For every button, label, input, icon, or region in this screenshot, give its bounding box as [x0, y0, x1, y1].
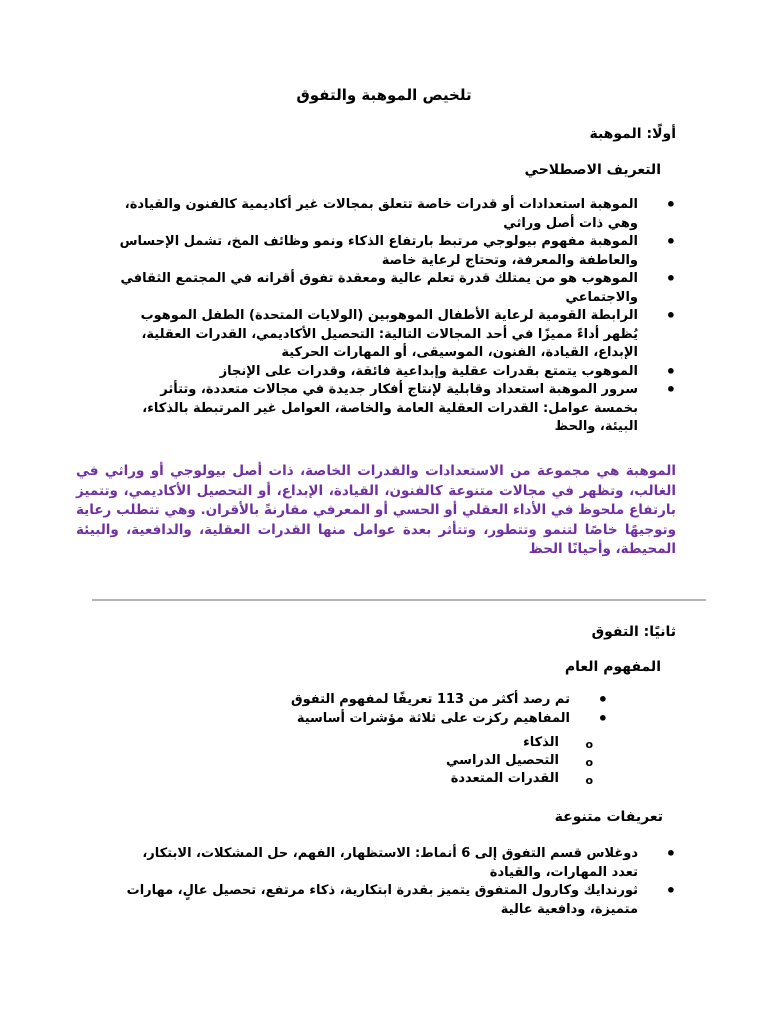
list-item-text: الموهبة مفهوم بيولوجي مرتبط بارتفاع الذكاء ونمو وظائف المخ، تشمل الإحساس والعاطفة والمعرفة، وتحتاج لرعاية خاصة [119, 234, 638, 268]
bullet-icon: • [665, 844, 676, 863]
list-item [116, 196, 676, 233]
list-item-text: الذكاء [523, 735, 559, 750]
list-item-text: دوغلاس قسم التفوق إلى 6 أنماط: الاستظهار، الفهم، حل المشكلات، الابتكار، تعدد المهارات، والقيادة [142, 846, 638, 880]
list-item-text: الموهوب هو من يمتلك قدرة تعلم عالية ومعقدة تفوق أقرانه في المجتمع الثقافي والاجتماعي [120, 271, 638, 305]
bullet-icon: • [665, 380, 676, 399]
list-item-text: تم رصد أكثر من 113 تعريفًا لمفهوم التفوق [290, 692, 570, 707]
list-item-text: الموهوب يتمتع بقدرات عقلية وإبداعية فائقة، وقدرات على الإنجاز [219, 363, 638, 379]
list-item-text: سرور الموهبة استعداد وقابلية لإنتاج أفكار جديدة في مجالات متعددة، وتتأثر بخمسة عوامل: القدرات العقلية العامة والخاصة، العوامل غير المرتبطة بالذكاء، البيئة، والحظ [142, 382, 638, 434]
list-item [116, 381, 676, 437]
list-item [116, 845, 676, 882]
list-item [293, 770, 593, 788]
list-item-text: الرابطة القومية لرعاية الأطفال الموهوبين (الولايات المتحدة) الطفل الموهوب يُظهر أداءً مميزًا في أحد المجالات التالية: التحصيل الأكاديمي، القدرات العقلية، الإبداع، القيادة، الفنون، الموسيقى، أو المهارات الحركية [140, 308, 638, 360]
circle-bullet-icon: o [585, 738, 593, 751]
list-item-text: القدرات المتعددة [450, 771, 559, 786]
talent-definitions-list [116, 196, 676, 437]
section-divider [92, 599, 706, 601]
list-item [116, 233, 676, 270]
bullet-icon: • [597, 690, 608, 709]
list-item-text: الموهبة استعدادات أو قدرات خاصة تتعلق بمجالات غير أكاديمية كالفنون والقيادة، وهي ذات أصل وراثي [124, 197, 638, 231]
subheading-various-definitions: تعريفات متنوعة [554, 809, 663, 825]
subheading-definition: التعريف الاصطلاحي [524, 162, 661, 178]
list-item [116, 882, 676, 919]
bullet-icon: • [665, 195, 676, 214]
list-item [168, 691, 608, 710]
list-item [116, 307, 676, 363]
list-item [168, 710, 608, 729]
excellence-definitions-list [116, 845, 676, 919]
talent-summary-paragraph: الموهبة هي مجموعة من الاستعدادات والقدرات الخاصة، ذات أصل بيولوجي أو وراثي في الغالب، وتظهر في مجالات متنوعة كالفنون، القيادة، الإبداع، أو التحصيل الأكاديمي، وتتميز بارتفاع ملحوظ في الأداء العقلي أو الحسي أو المعرفي مقارنةً بالأقران. وهي تتطلب رعاية وتوجيهًا خاصًا لتنمو وتتطور، وتتأثر بعدة عوامل منها القدرات العقلية، والدافعية، والبيئة المحيطة، وأحيانًا الحظ [76, 463, 676, 557]
list-item [116, 363, 676, 382]
document-title: تلخيص الموهبة والتفوق [296, 86, 472, 104]
bullet-icon: • [665, 361, 676, 381]
list-item [293, 734, 593, 752]
bullet-icon: • [665, 269, 676, 288]
bullet-icon: • [665, 306, 676, 325]
section-heading-excellence: ثانيًا: التفوق [591, 624, 676, 640]
list-item [116, 270, 676, 307]
bullet-icon: • [597, 708, 608, 728]
subheading-general-concept: المفهوم العام [564, 659, 661, 675]
section-heading-talent: أولًا: الموهبة [589, 126, 676, 142]
list-item [293, 752, 593, 770]
circle-bullet-icon: o [585, 774, 593, 787]
list-item-text: التحصيل الدراسي [446, 753, 559, 768]
circle-bullet-icon: o [585, 756, 593, 769]
bullet-icon: • [665, 881, 676, 900]
indicators-list [293, 734, 593, 788]
excellence-concept-list [168, 691, 608, 728]
list-item-text: المفاهيم ركزت على ثلاثة مؤشرات أساسية [296, 710, 570, 726]
list-item-text: ثورندايك وكارول المتفوق يتميز بقدرة ابتكارية، ذكاء مرتفع، تحصيل عالٍ، مهارات متميزة، ودافعية عالية [126, 883, 638, 917]
bullet-icon: • [665, 232, 676, 251]
